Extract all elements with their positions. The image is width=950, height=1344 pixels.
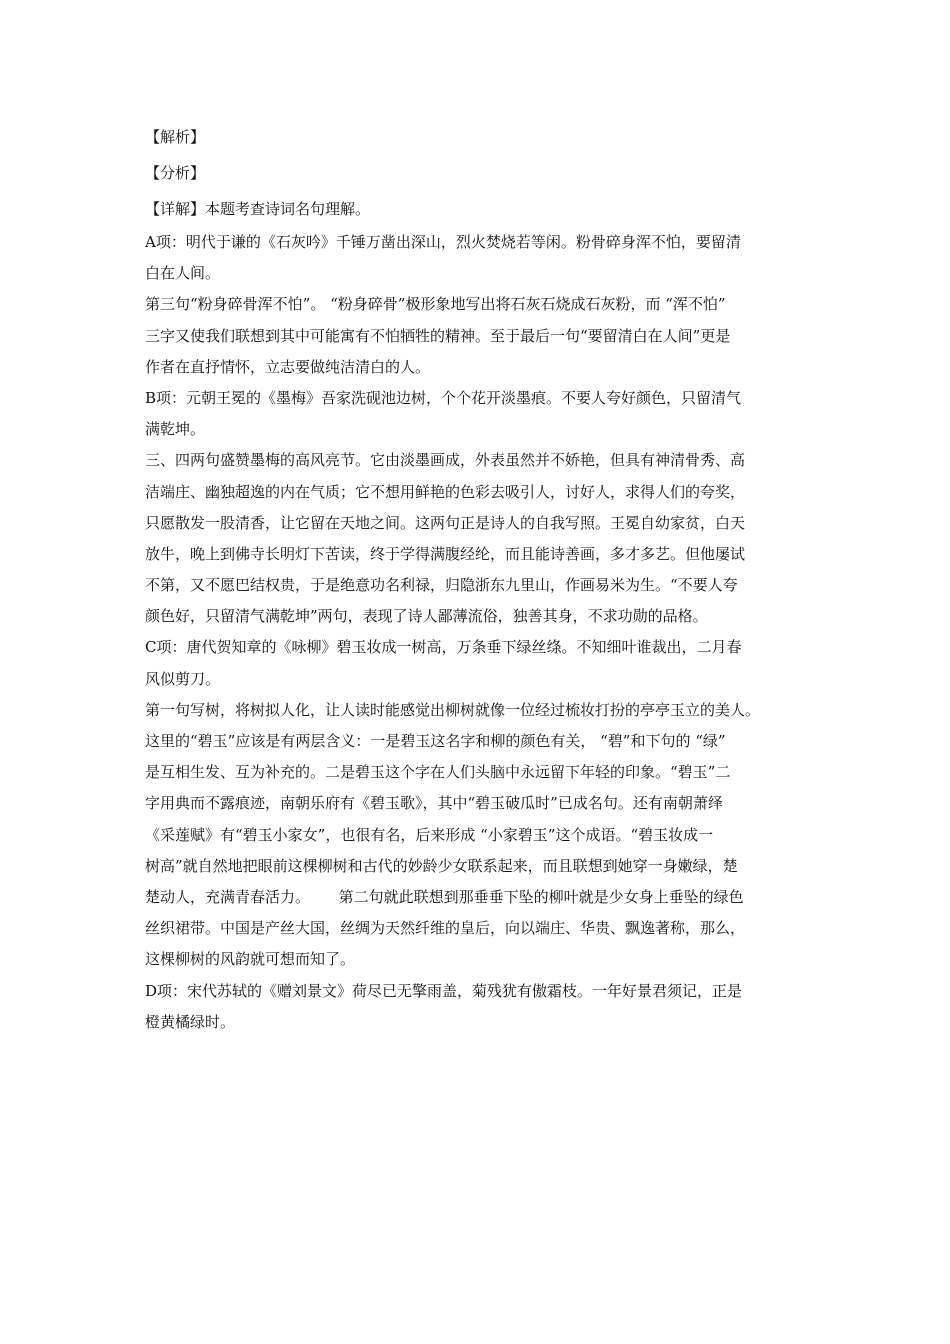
paragraph-a-analysis-line: 作者在直抒情怀，立志要做纯洁清白的人。 <box>145 357 431 376</box>
paragraph-a-analysis-line: 第三句“粉身碎骨浑不怕”。 “粉身碎骨”极形象地写出将石灰石烧成石灰粉，而 “浑不怕” <box>145 295 726 314</box>
paragraph-c-analysis-line: 第一句写树，将树拟人化，让人读时能感觉出柳树就像一位经过梳妆打扮的亭亭玉立的美人。 <box>145 700 761 719</box>
heading-xiangjie: 【详解】本题考查诗词名句理解。 <box>145 200 371 218</box>
paragraph-a-line: A项：明代于谦的《石灰吟》千锤万凿出深山，烈火焚烧若等闲。粉骨碎身浑不怕，要留清 <box>145 233 741 251</box>
paragraph-c-analysis-line: 字用典而不露痕迹，南朝乐府有《碧玉歌》，其中“碧玉破瓜时”已成名句。还有南朝萧绎 <box>145 794 723 813</box>
paragraph-b-analysis-line: 颜色好，只留清气满乾坤”两句，表现了诗人鄙薄流俗，独善其身，不求功勋的品格。 <box>145 607 708 626</box>
heading-fenxi: 【分析】 <box>145 164 206 182</box>
paragraph-c-line: 风似剪刀。 <box>145 669 221 688</box>
paragraph-c-analysis-line: 丝织裙带。中国是产丝大国，丝绸为天然纤维的皇后，向以端庄、华贵、飘逸著称，那么， <box>145 919 746 938</box>
paragraph-c-analysis-line: 《采莲赋》有“碧玉小家女”，也很有名，后来形成 “小家碧玉”这个成语。“碧玉妆成一 <box>145 825 714 844</box>
paragraph-b-analysis-line: 放牛，晚上到佛寺长明灯下苦读，终于学得满腹经纶，而且能诗善画，多才多艺。但他屡试 <box>145 544 746 563</box>
paragraph-b-analysis-line: 只愿散发一股清香，让它留在天地之间。这两句正是诗人的自我写照。王冕自幼家贫，白天 <box>145 513 746 532</box>
paragraph-a-line: 白在人间。 <box>145 264 221 283</box>
paragraph-c-analysis-line: 树高”就自然地把眼前这棵柳树和古代的妙龄少女联系起来，而且联想到她穿一身嫩绿，楚 <box>145 856 738 875</box>
paragraph-b-analysis-line: 不第，又不愿巴结权贵，于是绝意功名利禄，归隐浙东九里山，作画易米为生。“不要人夸 <box>145 576 738 595</box>
paragraph-b-analysis-line: 洁端庄、幽独超逸的内在气质；它不想用鲜艳的色彩去吸引人，讨好人，求得人们的夸奖， <box>145 482 746 501</box>
paragraph-c-analysis-line: 楚动人，充满青春活力。 第二句就此联想到那垂垂下坠的柳叶就是少女身上垂坠的绿色 <box>145 887 744 906</box>
paragraph-c-analysis-line: 这棵柳树的风韵就可想而知了。 <box>145 950 356 969</box>
document-body <box>145 119 810 1038</box>
paragraph-b-analysis-line: 三、四两句盛赞墨梅的高风亮节。它由淡墨画成，外表虽然并不娇艳，但具有神清骨秀、高 <box>145 451 746 470</box>
paragraph-d-line: D项：宋代苏轼的《赠刘景文》荷尽已无擎雨盖，菊残犹有傲霜枝。一年好景君须记，正是 <box>145 981 743 1000</box>
paragraph-b-line: 满乾坤。 <box>145 420 206 439</box>
paragraph-c-analysis-line: 这里的“碧玉”应该是有两层含义：一是碧玉这名字和柳的颜色有关， “碧”和下句的 “绿” <box>145 732 726 750</box>
heading-jiexi: 【解析】 <box>145 128 206 146</box>
paragraph-d-line: 橙黄橘绿时。 <box>145 1012 236 1031</box>
paragraph-a-analysis-line: 三字又使我们联想到其中可能寓有不怕牺牲的精神。至于最后一句“要留清白在人间”更是 <box>145 326 731 345</box>
paragraph-c-line: C项：唐代贺知章的《咏柳》碧玉妆成一树高，万条垂下绿丝绦。不知细叶谁裁出，二月春 <box>145 638 742 657</box>
paragraph-b-line: B项：元朝王冕的《墨梅》吾家洗砚池边树，个个花开淡墨痕。不要人夸好颜色，只留清气 <box>145 388 742 407</box>
paragraph-c-analysis-line: 是互相生发、互为补充的。二是碧玉这个字在人们头脑中永远留下年轻的印象。“碧玉”二 <box>145 763 731 782</box>
